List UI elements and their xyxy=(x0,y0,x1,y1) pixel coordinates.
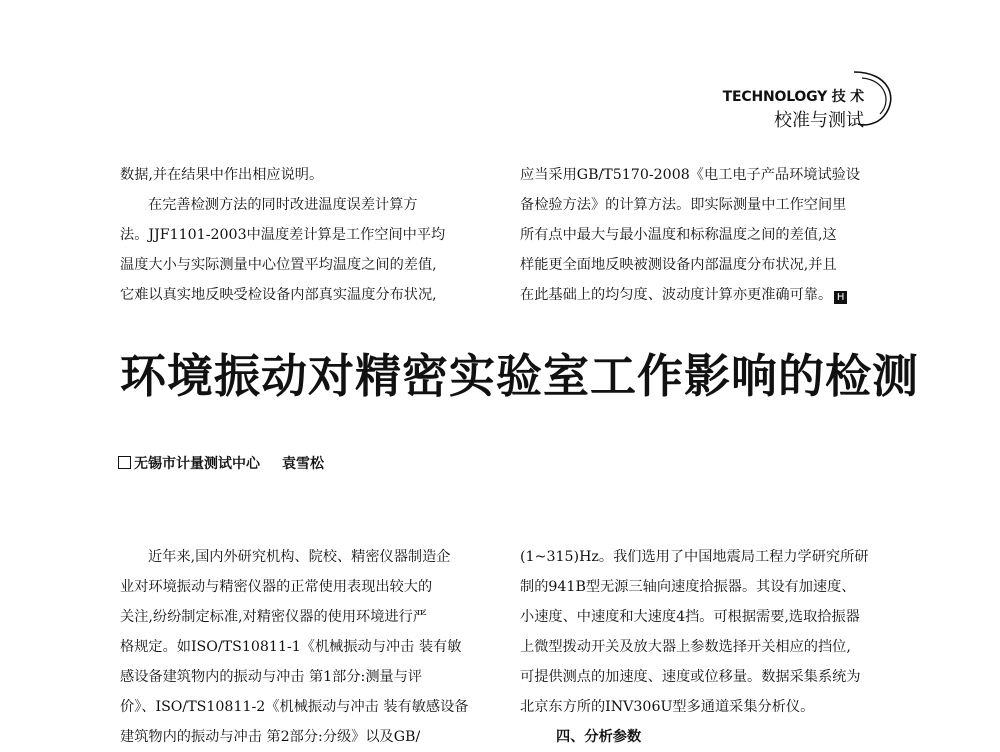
byline xyxy=(118,453,324,473)
paragraph-line: 可提供测点的加速度、速度或位移量。数据采集系统为 xyxy=(520,669,861,685)
category-label: 校准与测试 xyxy=(774,110,864,131)
paragraph-line: 上微型拨动开关及放大器上参数选择开关相应的挡位, xyxy=(520,639,851,655)
paragraph-line: 小速度、中速度和大速度4挡。可根据需要,选取拾振器 xyxy=(520,609,860,625)
paragraph-line: 价》、ISO/TS10811-2《机械振动与冲击 装有敏感设备 xyxy=(120,699,469,715)
article-title: 环境振动对精密实验室工作影响的检测 xyxy=(120,349,919,403)
paragraph-line: 关注,纷纷制定标准,对精密仪器的使用环境进行严 xyxy=(120,609,427,625)
paragraph-line: 格规定。如ISO/TS10811-1《机械振动与冲击 装有敏 xyxy=(120,639,462,655)
paragraph-line: 所有点中最大与最小温度和标称温度之间的差值,这 xyxy=(520,227,837,243)
top-left-column xyxy=(120,160,445,310)
paragraph-line: 它难以真实地反映受检设备内部真实温度分布状况, xyxy=(120,287,437,303)
paragraph-line: 制的941B型无源三轴向速度拾振器。其设有加速度、 xyxy=(520,579,856,595)
paragraph-text: 在此基础上的均匀度、波动度计算亦更准确可靠。 xyxy=(520,287,833,303)
paragraph-line: 建筑物内的振动与冲击 第2部分:分级》以及GB/ xyxy=(120,729,421,745)
paragraph-line: 在完善检测方法的同时改进温度误差计算方 xyxy=(148,197,418,213)
paragraph-line: 数据,并在结果中作出相应说明。 xyxy=(120,167,324,183)
paragraph-line xyxy=(520,280,860,310)
paragraph-line: 北京东方所的INV306U型多通道采集分析仪。 xyxy=(520,699,815,715)
paragraph-line: 近年来,国内外研究机构、院校、精密仪器制造企 xyxy=(148,549,451,565)
paragraph-line: 备检验方法》的计算方法。即实际测量中工作空间里 xyxy=(520,197,847,213)
paragraph-line: 法。JJF1101-2003中温度差计算是工作空间中平均 xyxy=(120,227,446,243)
paragraph-line: (1~315)Hz。我们选用了中国地震局工程力学研究所研 xyxy=(520,549,869,565)
author: 袁雪松 xyxy=(282,456,324,472)
paragraph-line: 温度大小与实际测量中心位置平均温度之间的差值, xyxy=(120,257,437,273)
paragraph-line: 样能更全面地反映被测设备内部温度分布状况,并且 xyxy=(520,257,837,273)
bottom-right-column xyxy=(520,542,868,752)
organization: 无锡市计量测试中心 xyxy=(134,456,260,472)
paragraph-line: 应当采用GB/T5170-2008《电工电子产品环境试验设 xyxy=(520,167,861,183)
top-right-column xyxy=(520,160,860,310)
bottom-left-column xyxy=(120,542,468,752)
header-arc-icon xyxy=(834,68,904,128)
section-header xyxy=(664,68,904,131)
technology-label: TECHNOLOGY 技 术 xyxy=(722,89,864,105)
checkbox-square-icon xyxy=(118,456,131,469)
end-mark-icon: H xyxy=(834,291,847,304)
paragraph-line: 感设备建筑物内的振动与冲击 第1部分:测量与评 xyxy=(120,669,423,685)
section-heading: 四、分析参数 xyxy=(556,729,642,745)
paragraph-line: 业对环境振动与精密仪器的正常使用表现出较大的 xyxy=(120,579,433,595)
